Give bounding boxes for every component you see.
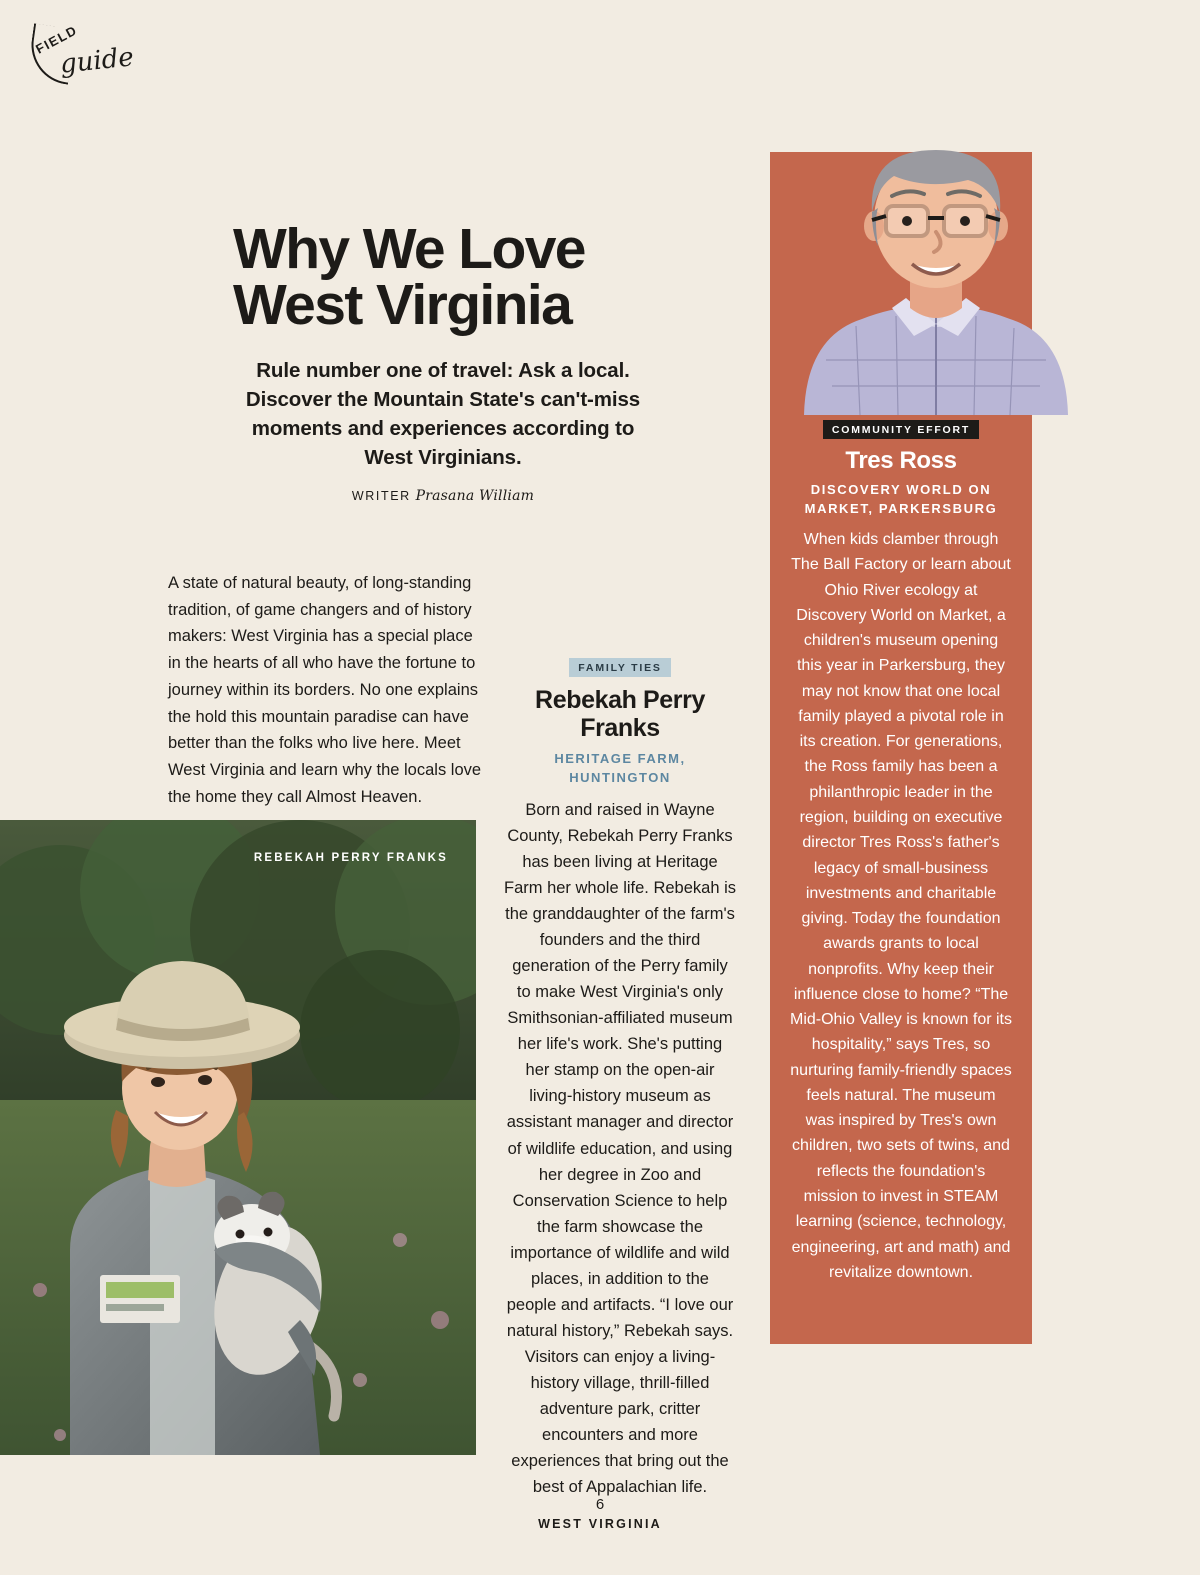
masthead-field-text: FIELD	[33, 22, 80, 57]
person-name-tres: Tres Ross	[845, 447, 957, 474]
publication-name: WEST VIRGINIA	[538, 1517, 662, 1531]
person-org-rebekah: HERITAGE FARM, HUNTINGTON	[554, 751, 686, 785]
headline-block	[233, 217, 653, 505]
person-name-rebekah: Rebekah Perry Franks	[535, 686, 705, 742]
byline	[233, 488, 653, 504]
page-title	[233, 217, 653, 337]
person-org-tres: DISCOVERY WORLD ON MARKET, PARKERSBURG	[804, 482, 998, 517]
portrait-tres-ross	[786, 140, 1086, 415]
byline-label: WRITER	[351, 489, 411, 504]
page-footer	[0, 1496, 1200, 1531]
masthead-logo	[30, 18, 160, 78]
headline-line-1: Why We Love	[233, 217, 585, 281]
feature-body-rebekah: Born and raised in Wayne County, Rebekah Perry Franks has been living at Heritage Farm her whole life. Rebekah is the granddaughter of the farm's founders and the third generation of the Perry family to make West Virginia's only Smithsonian-affiliated museum her life's work. She's putting her stamp on the open-air living-history museum as assistant manager and director of wildlife education, and using her degree in Zoo and Conservation Science to help the farm showcase the importance of wildlife and wild places, in addition to the people and artifacts. “I love our natural history,” Rebekah says. Visitors can enjoy a living-history village, thrill-filled adventure park, critter encounters and more experiences that bring out the best of Appalachian life.	[504, 800, 737, 1497]
byline-name: Prasana William	[415, 488, 535, 505]
kicker-community-effort: COMMUNITY EFFORT	[823, 420, 979, 439]
feature-body-tres: When kids clamber through The Ball Factory or learn about Ohio River ecology at Discovery World on Market, a children's museum opening this year in Parkersburg, they may not know that one local family played a pivotal role in its creation. For generations, the Ross family has been a philanthropic leader in the region, building on executive director Tres Ross's father's legacy of small-business investments and charitable giving. Today the foundation awards grants to local nonprofits. Why keep their influence close to home? “The Mid-Ohio Valley is known for its hospitality,” says Tres, so nurturing family-friendly spaces feels natural. The museum was inspired by Tres's own children, two sets of twins, and reflects the foundation's mission to invest in STEAM learning (science, technology, engineering, art and math) and revitalize downtown.	[790, 531, 1012, 1281]
feature-photo	[0, 820, 476, 1455]
headline-deck: Rule number one of travel: Ask a local. Discover the Mountain State's can't-miss moments and experiences according to West Virginians.	[245, 358, 641, 470]
feature-photo-illustration	[0, 820, 476, 1455]
page-number: 6	[595, 1496, 605, 1513]
masthead-guide-text: guide	[58, 42, 136, 80]
intro-paragraph: A state of natural beauty, of long-standing tradition, of game changers and of history makers: West Virginia has a special place in the hearts of all who have the fortune to journey within its borders. No one explains the hold this mountain paradise can have better than the folks who live here. Meet West Virginia and learn why the locals love the home they call Almost Heaven.	[168, 574, 482, 806]
kicker-family-ties: FAMILY TIES	[569, 658, 670, 677]
headline-line-2: West Virginia	[233, 272, 572, 337]
feature-rebekah	[504, 658, 736, 1500]
portrait-illustration	[786, 140, 1086, 415]
photo-credit-caption: REBEKAH PERRY FRANKS	[253, 852, 448, 864]
feature-tres	[790, 420, 1012, 1285]
